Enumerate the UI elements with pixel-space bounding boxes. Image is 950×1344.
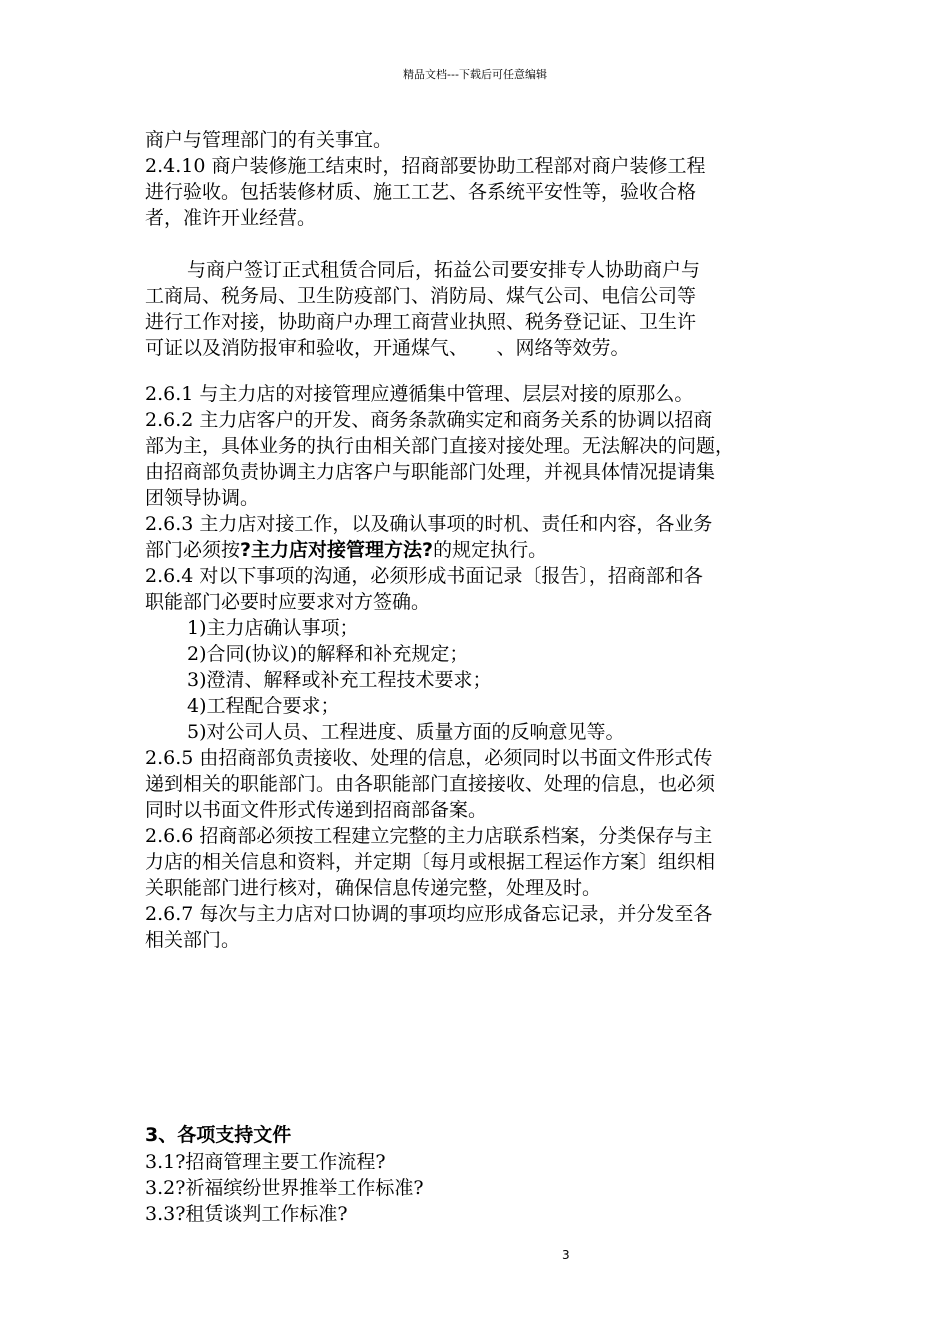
list-item: 3)澄清、解释或补充工程技术要求； [187, 669, 492, 691]
text-line: 2.6.6 招商部必须按工程建立完整的主力店联系档案，分类保存与主 [145, 825, 713, 847]
text-line: 2.6.3 主力店对接工作，以及确认事项的时机、责任和内容，各业务 [145, 513, 713, 535]
text-line: 2.6.4 对以下事项的沟通，必须形成书面记录〔报告〕，招商部和各 [145, 565, 703, 587]
text-line [145, 537, 547, 563]
text-line: 部为主，具体业务的执行由相关部门直接对接处理。无法解决的问题， [145, 435, 735, 457]
text-line: 2.6.7 每次与主力店对口协调的事项均应形成备忘记录，并分发至各 [145, 903, 713, 925]
page-number: 3 [562, 1248, 570, 1262]
text-line: 由招商部负责协调主力店客户与职能部门处理，并视具体情况提请集 [145, 461, 716, 483]
text-line: 相关部门。 [145, 929, 241, 951]
text-line: 同时以书面文件形式传递到招商部备案。 [145, 799, 488, 821]
document-reference: ?主力店对接管理方法? [240, 539, 434, 561]
text-line: 团领导协调。 [145, 487, 260, 509]
page-header: 精品文档---下载后可任意编辑 [403, 68, 547, 81]
text-line: 工商局、税务局、卫生防疫部门、消防局、煤气公司、电信公司等 [145, 285, 697, 307]
support-doc-item: 3.1?招商管理主要工作流程? [145, 1151, 386, 1173]
text-segment: 部门必须按 [145, 539, 241, 561]
text-line: 2.6.2 主力店客户的开发、商务条款确实定和商务关系的协调以招商 [145, 409, 713, 431]
section-title: 3、各项支持文件 [145, 1124, 292, 1146]
list-item: 1)主力店确认事项； [187, 617, 359, 639]
text-line: 者，准许开业经营。 [145, 207, 317, 229]
text-segment: 的规定执行。 [433, 539, 548, 561]
text-line: 力店的相关信息和资料，并定期〔每月或根据工程运作方案〕组织相 [145, 851, 716, 873]
text-line: 递到相关的职能部门。由各职能部门直接接收、处理的信息，也必须 [145, 773, 716, 795]
text-line: 职能部门必要时应要求对方签确。 [145, 591, 431, 613]
text-line: 2.6.5 由招商部负责接收、处理的信息，必须同时以书面文件形式传 [145, 747, 713, 769]
support-doc-item: 3.2?祈福缤纷世界推举工作标准? [145, 1177, 424, 1199]
text-line: 进行工作对接，协助商户办理工商营业执照、税务登记证、卫生许 [145, 311, 697, 333]
support-doc-item: 3.3?租赁谈判工作标准? [145, 1203, 348, 1225]
text-line: 2.6.1 与主力店的对接管理应遵循集中管理、层层对接的原那么。 [145, 383, 694, 405]
list-item: 2)合同(协议)的解释和补充规定； [187, 643, 469, 665]
list-item: 4)工程配合要求； [187, 695, 340, 717]
text-line: 进行验收。包括装修材质、施工工艺、各系统平安性等，验收合格 [145, 181, 697, 203]
text-line: 与商户签订正式租赁合同后，拓益公司要安排专人协助商户与 [187, 259, 701, 281]
list-item: 5)对公司人员、工程进度、质量方面的反响意见等。 [187, 721, 625, 743]
text-line: 2.4.10 商户装修施工结束时，招商部要协助工程部对商户装修工程 [145, 155, 706, 177]
text-line: 关职能部门进行核对，确保信息传递完整，处理及时。 [145, 877, 602, 899]
text-line: 可证以及消防报审和验收，开通煤气、 、网络等效劳。 [145, 337, 630, 359]
text-line: 商户与管理部门的有关事宜。 [145, 129, 393, 151]
